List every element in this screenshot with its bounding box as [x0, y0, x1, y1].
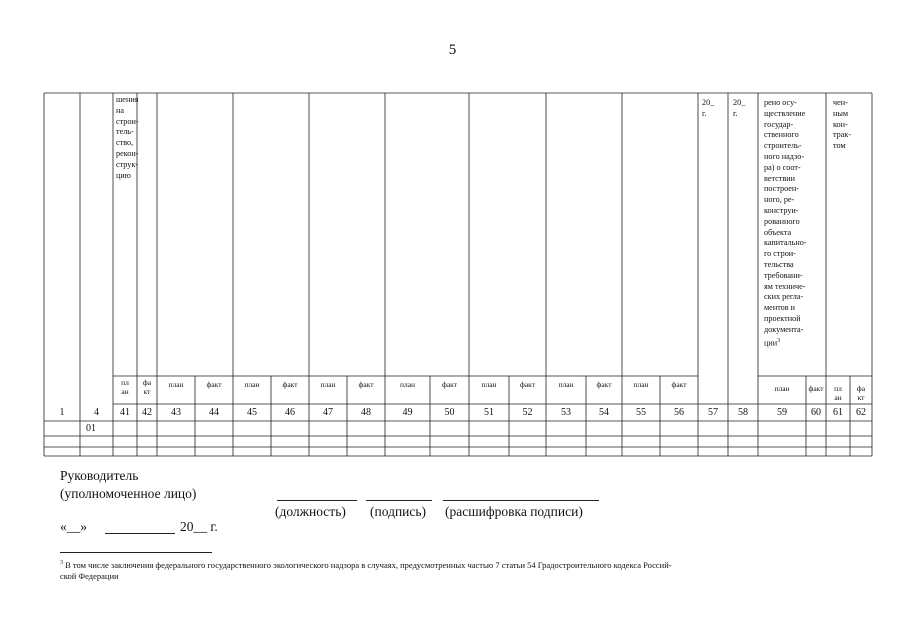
column-number: 62 — [856, 407, 866, 418]
footnote-separator — [60, 552, 212, 553]
date-day: «__» — [60, 519, 87, 534]
column-number: 44 — [209, 407, 219, 418]
column-number: 42 — [142, 407, 152, 418]
column-number: 50 — [444, 407, 455, 418]
subheader-plan: план — [558, 380, 574, 389]
column-number: 58 — [738, 407, 748, 418]
subheader-fact: факт — [596, 380, 612, 389]
column-number: 48 — [361, 407, 371, 418]
signature-line — [366, 500, 432, 501]
footnote — [60, 558, 850, 582]
column-number: 53 — [561, 407, 571, 418]
subheader-plan: план — [399, 380, 416, 389]
row-code: 01 — [86, 423, 96, 434]
date-year: 20__ г. — [180, 519, 218, 534]
column-number: 59 — [777, 407, 787, 418]
decoding-label: (расшифровка подписи) — [445, 504, 583, 519]
subheader-fact: факт — [519, 380, 535, 389]
column-number: 61 — [833, 407, 843, 418]
subheader-fact: факт — [282, 380, 298, 389]
column-number: 54 — [599, 407, 609, 418]
header-year-58: 20_ г. — [733, 98, 746, 118]
subheader-fact: факт — [358, 380, 374, 389]
subheader-fact: факт — [206, 380, 222, 389]
subheader-plan: план — [244, 380, 260, 389]
column-number: 41 — [120, 407, 130, 418]
subheader-fact: факт — [441, 380, 457, 389]
column-number: 49 — [402, 407, 413, 418]
page-number: 5 — [448, 42, 457, 58]
subheader-fact-62: фа кт — [856, 384, 866, 402]
date-month-line — [105, 533, 175, 534]
subheader-fact-60: факт — [808, 384, 824, 393]
column-number: 1 — [59, 407, 65, 418]
column-number: 43 — [171, 407, 181, 418]
sign-label: (подпись) — [370, 504, 427, 519]
subheader-plan-41: пл ан — [121, 378, 129, 396]
header-construction-permission: шения на строи- тель- ство, рекон- струк- цию — [116, 95, 139, 180]
column-number: 45 — [247, 407, 257, 418]
footnote-mark: 3 — [60, 560, 63, 566]
decoding-line — [443, 500, 599, 501]
position-label: (должность) — [275, 504, 346, 519]
header-year-57: 20_ г. — [702, 98, 715, 118]
column-number: 46 — [285, 407, 295, 418]
position-line — [277, 500, 357, 501]
subheader-plan: план — [168, 380, 184, 389]
subheader-fact-42: фа кт — [142, 378, 152, 396]
subheader-plan: план — [481, 380, 497, 389]
authorized-person: (уполномоченное лицо) — [60, 486, 197, 501]
column-number: 4 — [94, 407, 99, 418]
header-contract: чен- ным кон- трак- том — [833, 98, 852, 151]
column-number: 57 — [708, 407, 718, 418]
column-number: 52 — [522, 407, 533, 418]
footnote-text: В том числе заключения федерального государственного экологического надзора в случаях, предусмотренных частью 7 статьи 54 Градостроительного кодекса Россий- ской Федерации — [60, 559, 672, 581]
column-number: 47 — [323, 407, 333, 418]
column-number: 55 — [636, 407, 646, 418]
subheader-plan: план — [633, 380, 649, 389]
subheader-fact: факт — [671, 380, 687, 389]
subheader-plan-61: пл ан — [834, 384, 842, 402]
subheader-plan-59: план — [774, 384, 790, 393]
column-number: 60 — [811, 407, 821, 418]
column-number: 51 — [484, 407, 494, 418]
column-number: 56 — [674, 407, 684, 418]
subheader-plan: план — [320, 380, 336, 389]
head-title: Руководитель — [60, 468, 139, 483]
header-conclusion-compliance: рено осу- ществление государ- ственного строитель- ного надзо- ра) о соот- ветствии построен- ного, ре- конструи- рованного объекта капитально- го строи- тельства требовани- ям техниче- ских регла- ментов и проектной документа- ции$^3$ — [764, 98, 807, 348]
